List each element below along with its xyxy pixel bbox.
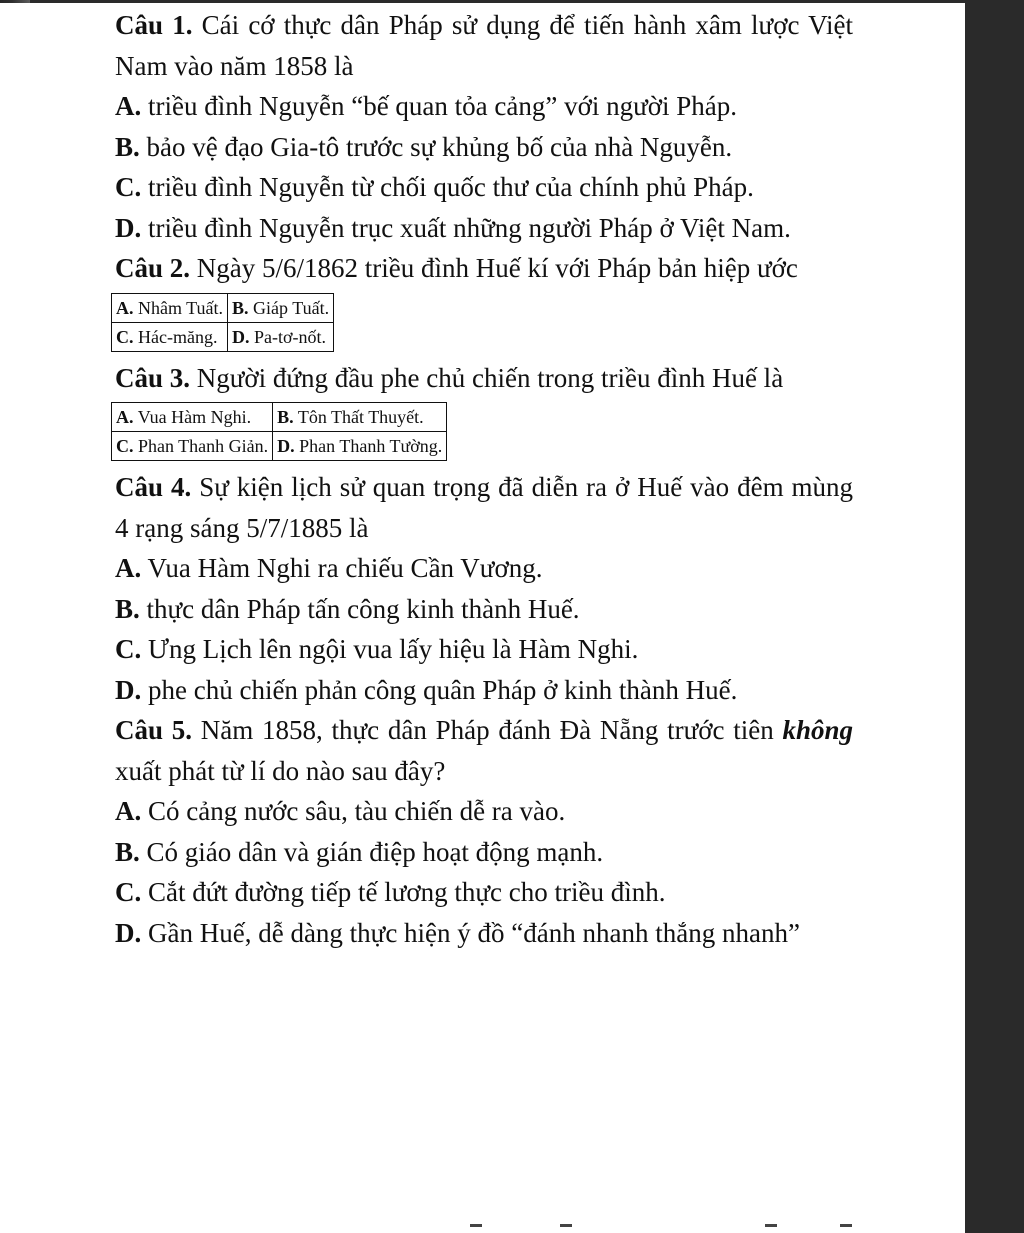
q5-option-a-text: Có cảng nước sâu, tàu chiến dễ ra vào.	[148, 796, 566, 826]
q5-option-d-text: Gần Huế, dễ dàng thực hiện ý đồ “đánh nhanh thắng nhanh”	[148, 917, 800, 948]
question-3	[115, 358, 853, 399]
q3-option-c-text: Phan Thanh Giản.	[138, 436, 269, 456]
question-4-text: Sự kiện lịch sử quan trọng đã diễn ra ở Huế vào đêm mùng 4 rạng sáng 5/7/1885 là	[115, 472, 854, 543]
q2-option-b-text: Giáp Tuất.	[253, 297, 330, 318]
q3-option-b-label: B.	[277, 407, 294, 427]
diacritic-mark	[840, 1224, 852, 1227]
question-1-text: Cái cớ thực dân Pháp sử dụng để tiến hành xâm lược Việt Nam vào năm 1858 là	[115, 10, 854, 81]
q5-option-c-text: Cắt đứt đường tiếp tế lương thực cho triều đình.	[148, 877, 666, 907]
q1-option-a-label: A.	[115, 91, 142, 121]
q4-option-a	[115, 548, 853, 589]
q5-option-a-label: A.	[115, 796, 142, 826]
diacritic-mark	[765, 1224, 777, 1227]
question-2	[115, 248, 853, 289]
question-4	[115, 467, 853, 548]
q3-option-b-text: Tôn Thất Thuyết.	[297, 407, 424, 427]
question-1	[115, 5, 853, 86]
question-3-text: Người đứng đầu phe chủ chiến trong triều đình Huế là	[196, 362, 784, 393]
question-5-label: Câu 5.	[115, 715, 193, 745]
question-1-label: Câu 1.	[115, 10, 193, 40]
q1-option-a	[115, 86, 853, 127]
question-4-label: Câu 4.	[115, 472, 192, 502]
q4-option-d-label: D.	[115, 674, 142, 705]
q3-option-b	[273, 403, 447, 432]
q2-option-d-text: Pa-tơ-nốt.	[254, 326, 327, 347]
q4-option-c	[115, 629, 853, 670]
q2-options-table	[111, 293, 334, 352]
diacritic-mark	[560, 1224, 572, 1227]
q2-option-d	[228, 322, 334, 351]
question-3-label: Câu 3.	[115, 362, 191, 393]
q3-option-d	[273, 432, 447, 461]
q3-option-d-text: Phan Thanh Tường.	[299, 436, 443, 456]
q4-option-d	[115, 670, 853, 711]
q1-option-d-label: D.	[115, 212, 142, 243]
question-2-text: Ngày 5/6/1862 triều đình Huế kí với Pháp bản hiệp ước	[196, 253, 798, 283]
diacritic-mark	[470, 1224, 482, 1227]
q3-option-d-label: D.	[277, 436, 295, 456]
q2-option-c	[112, 322, 228, 351]
q1-option-b	[115, 127, 853, 168]
q3-option-a-label: A.	[116, 407, 134, 427]
q5-option-d-label: D.	[115, 917, 142, 948]
q3-options-table	[111, 402, 447, 461]
q2-option-a	[112, 293, 228, 322]
q1-option-d-text: triều đình Nguyễn trục xuất những người Pháp ở Việt Nam.	[148, 212, 791, 243]
q1-option-c-label: C.	[115, 172, 142, 202]
q1-option-c	[115, 167, 853, 208]
question-list	[115, 5, 853, 953]
q1-option-d	[115, 208, 853, 249]
q4-option-b-label: B.	[115, 593, 140, 624]
q2-option-a-label: A.	[116, 297, 134, 318]
q4-option-c-label: C.	[115, 634, 142, 664]
q5-option-a	[115, 791, 853, 832]
q1-option-b-label: B.	[115, 131, 140, 162]
q5-option-b-label: B.	[115, 836, 140, 867]
question-5-emphasis: không	[782, 715, 854, 745]
q4-option-b-text: thực dân Pháp tấn công kinh thành Huế.	[146, 593, 580, 624]
q1-option-c-text: triều đình Nguyễn từ chối quốc thư của chính phủ Pháp.	[148, 172, 754, 202]
document-page	[0, 3, 965, 1233]
q5-option-c	[115, 872, 853, 913]
q1-option-b-text: bảo vệ đạo Gia-tô trước sự khủng bố của nhà Nguyễn.	[146, 131, 733, 162]
q4-option-d-text: phe chủ chiến phản công quân Pháp ở kinh thành Huế.	[148, 674, 738, 705]
q2-option-d-label: D.	[232, 326, 250, 347]
q3-option-a	[112, 403, 273, 432]
q3-option-a-text: Vua Hàm Nghi.	[137, 407, 252, 427]
q2-option-c-text: Hác-măng.	[138, 326, 218, 347]
q3-option-c-label: C.	[116, 436, 134, 456]
q5-option-d	[115, 913, 853, 954]
q2-option-b-label: B.	[232, 297, 249, 318]
q4-option-c-text: Ưng Lịch lên ngội vua lấy hiệu là Hàm Nghi.	[148, 634, 639, 664]
question-5-text-after: xuất phát từ lí do nào sau đây?	[115, 755, 446, 786]
q2-option-a-text: Nhâm Tuất.	[138, 297, 224, 318]
q3-option-c	[112, 432, 273, 461]
q5-option-b	[115, 832, 853, 873]
question-2-label: Câu 2.	[115, 253, 191, 283]
q4-option-a-text: Vua Hàm Nghi ra chiếu Cần Vương.	[147, 553, 543, 583]
q1-option-a-text: triều đình Nguyễn “bế quan tỏa cảng” với người Pháp.	[148, 91, 738, 121]
q4-option-b	[115, 589, 853, 630]
q5-option-b-text: Có giáo dân và gián điệp hoạt động mạnh.	[146, 836, 604, 867]
q4-option-a-label: A.	[115, 553, 142, 583]
cutoff-next-line	[0, 1221, 965, 1233]
question-5-text-before: Năm 1858, thực dân Pháp đánh Đà Nẵng trước tiên	[200, 715, 774, 745]
question-5	[115, 710, 853, 791]
q5-option-c-label: C.	[115, 877, 142, 907]
q2-option-c-label: C.	[116, 326, 134, 347]
q2-option-b	[228, 293, 334, 322]
